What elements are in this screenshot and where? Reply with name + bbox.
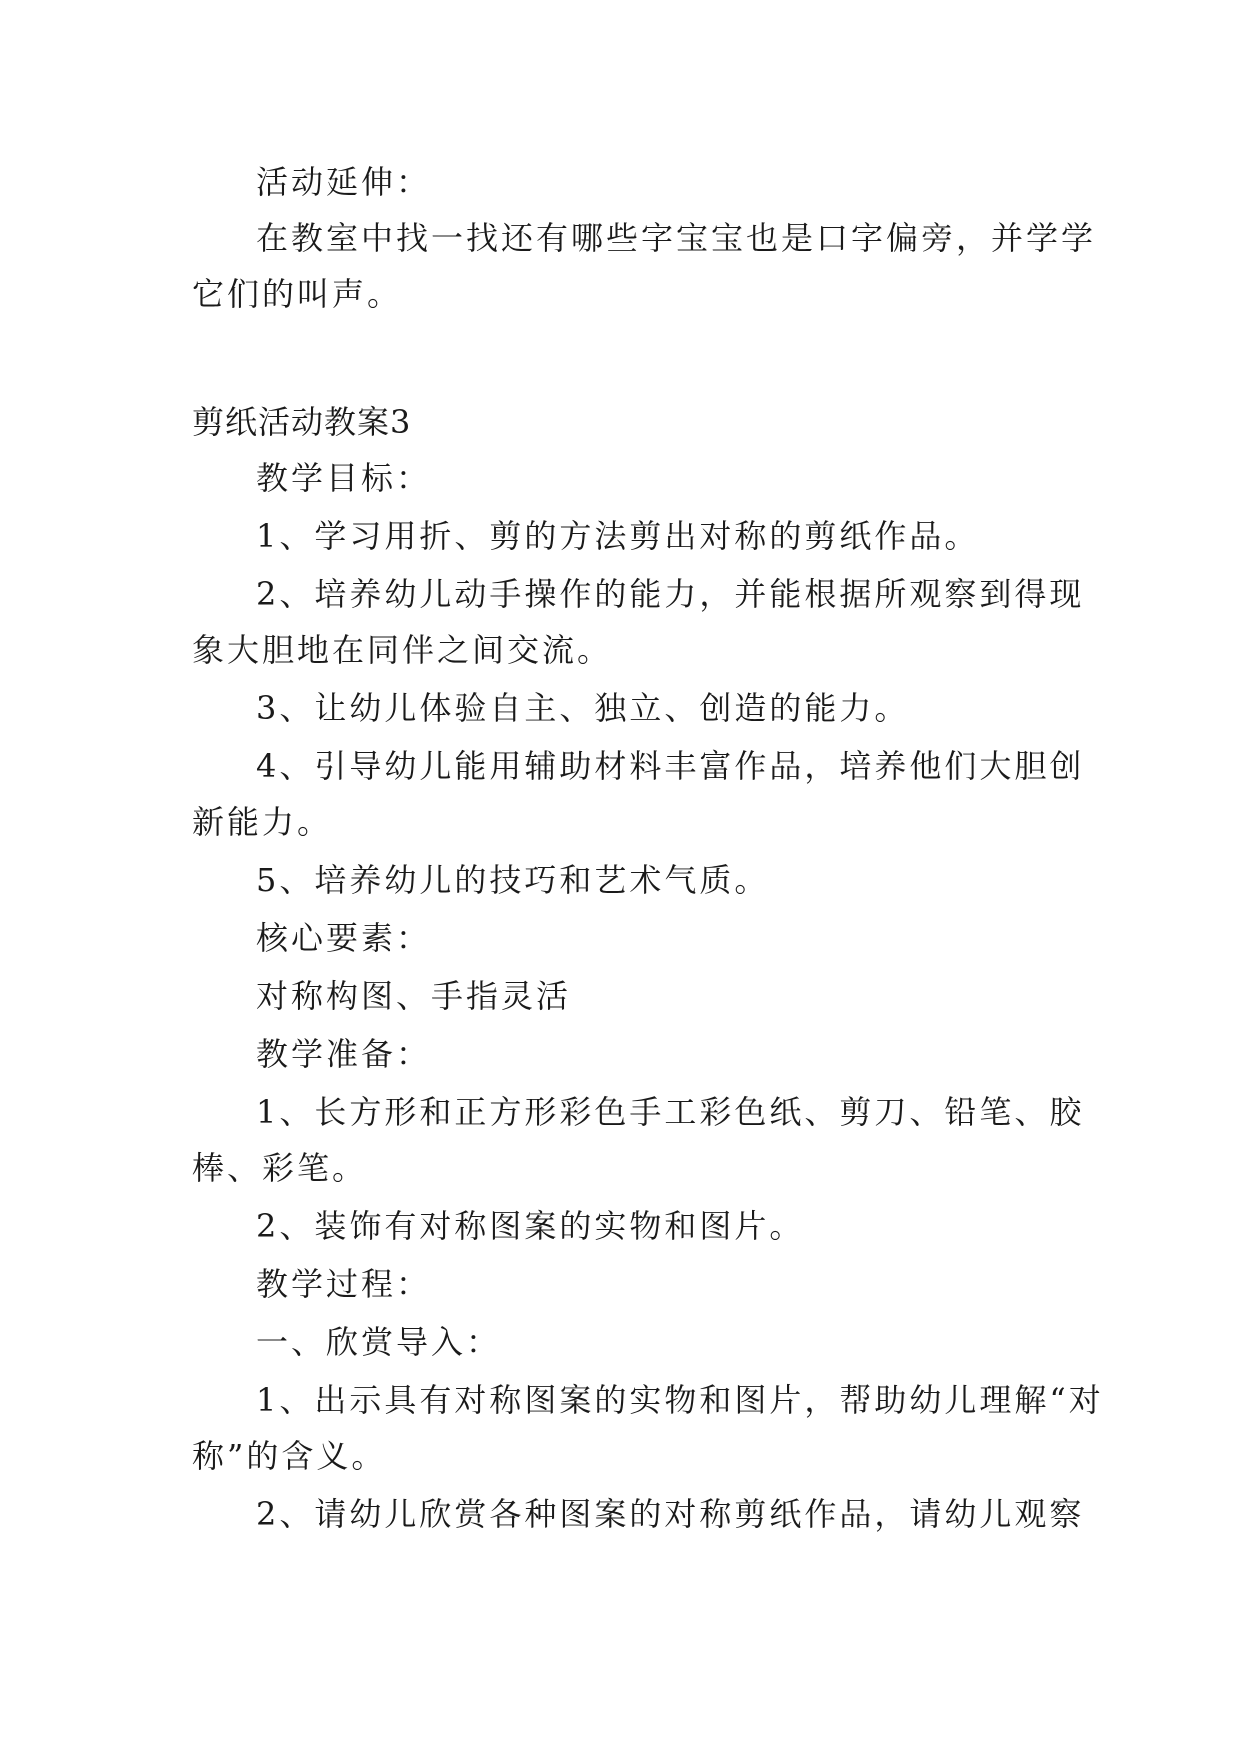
prep-2: 2、装饰有对称图案的实物和图片。	[256, 1207, 805, 1245]
prep-1-line2: 棒、彩笔。	[192, 1149, 368, 1187]
process-title: 教学过程：	[256, 1265, 432, 1303]
goal-5: 5、培养幼儿的技巧和艺术气质。	[256, 861, 770, 899]
goal-4-line1: 4、引导幼儿能用辅助材料丰富作品，培养他们大胆创	[256, 747, 1085, 785]
core-title: 核心要素：	[256, 919, 432, 957]
goal-2-line2: 象大胆地在同伴之间交流。	[192, 631, 613, 669]
extension-title: 活动延伸：	[256, 163, 432, 201]
extension-text-line1: 在教室中找一找还有哪些字宝宝也是口字偏旁，并学学	[256, 219, 1097, 257]
core-text: 对称构图、手指灵活	[256, 977, 572, 1015]
step-1-1-line1: 1、出示具有对称图案的实物和图片，帮助幼儿理解“对	[256, 1381, 1104, 1419]
goal-1: 1、学习用折、剪的方法剪出对称的剪纸作品。	[256, 517, 980, 555]
goal-3: 3、让幼儿体验自主、独立、创造的能力。	[256, 689, 910, 727]
step-1-1-line2: 称”的含义。	[192, 1437, 387, 1475]
prep-1-line1: 1、长方形和正方形彩色手工彩色纸、剪刀、铅笔、胶	[256, 1093, 1085, 1131]
goals-title: 教学目标：	[256, 459, 432, 497]
extension-text-line2: 它们的叫声。	[192, 275, 403, 313]
step-1-title: 一、欣赏导入：	[256, 1323, 502, 1361]
goal-2-line1: 2、培养幼儿动手操作的能力，并能根据所观察到得现	[256, 575, 1085, 613]
prep-title: 教学准备：	[256, 1035, 432, 1073]
goal-4-line2: 新能力。	[192, 803, 333, 841]
lesson-title: 剪纸活动教案3	[192, 403, 412, 441]
step-1-2-line1: 2、请幼儿欣赏各种图案的对称剪纸作品，请幼儿观察	[256, 1495, 1085, 1533]
